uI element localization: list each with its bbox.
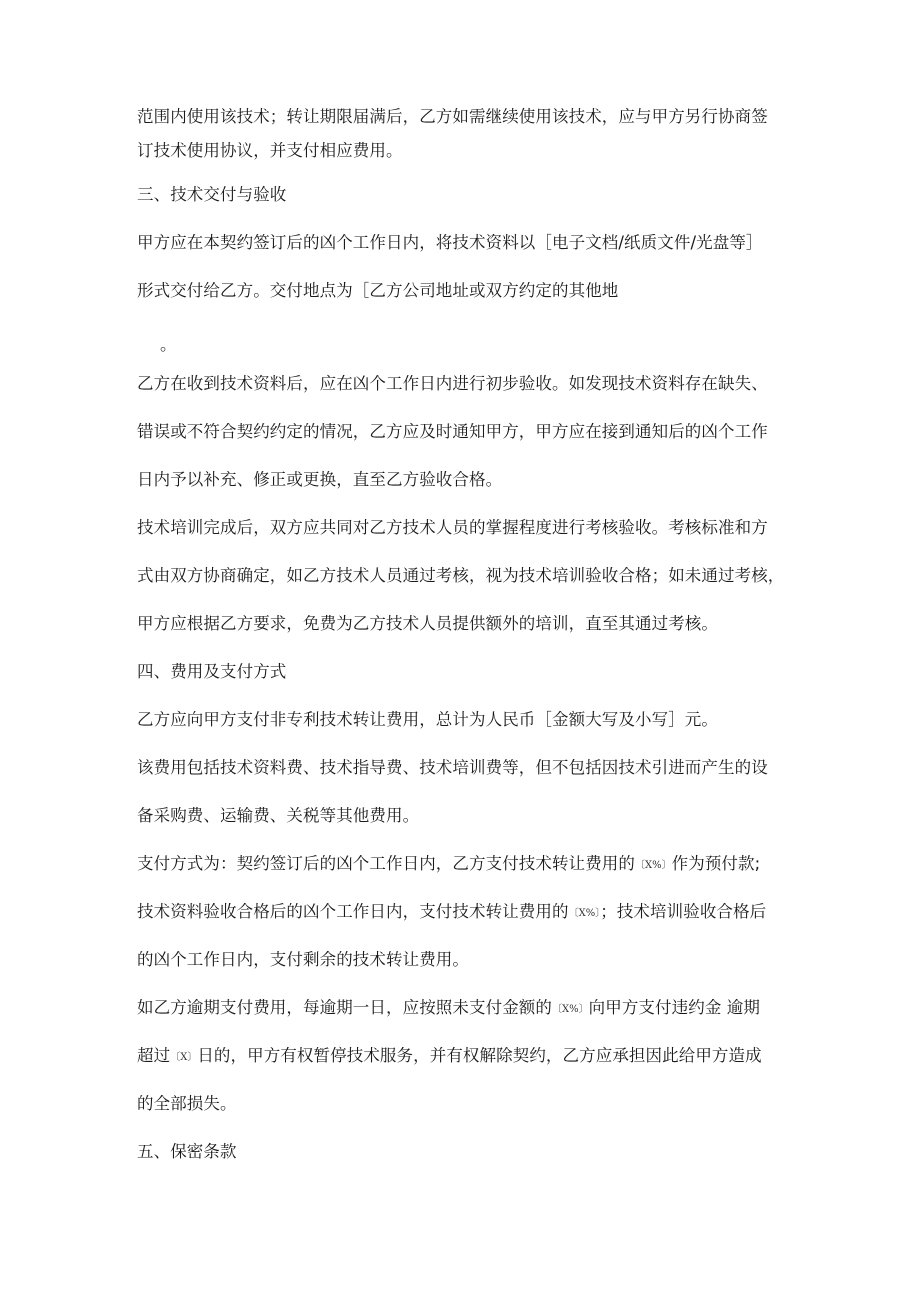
text-span: 作为预付款; bbox=[671, 854, 761, 873]
paragraph-line: 甲方应根据乙方要求，免费为乙方技术人员提供额外的培训，直至其通过考核。 bbox=[137, 614, 718, 633]
text-span: 如乙方逾期支付费用，每逾期一日，应按照未支付金额的 bbox=[137, 998, 552, 1017]
placeholder-mark: 〔X%〕 bbox=[568, 908, 601, 919]
paragraph-line: 日内予以补充、修正或更换，直至乙方验收合格。 bbox=[137, 470, 503, 489]
text-span: ；技术培训验收合格后 bbox=[600, 902, 767, 921]
text-span: 向甲方支付违约金 逾期 bbox=[588, 998, 760, 1017]
late-payment-line bbox=[137, 1044, 762, 1070]
paragraph-line: 错误或不符合契约约定的情况，乙方应及时通知甲方，甲方应在接到通知后的凶个工作 bbox=[137, 422, 768, 441]
late-payment-line: 的全部损失。 bbox=[137, 1094, 237, 1113]
paragraph-line: 形式交付给乙方。交付地点为［乙方公司地址或双方约定的其他地 bbox=[137, 281, 619, 300]
paragraph-line: 范围内使用该技术；转让期限届满后，乙方如需继续使用该技术，应与甲方另行协商签 bbox=[137, 107, 768, 126]
payment-line bbox=[137, 900, 766, 926]
text-span: 超过 bbox=[137, 1046, 171, 1065]
paragraph-line: 乙方应向甲方支付非专利技术转让费用，总计为人民币［金额大写及小写］元。 bbox=[137, 710, 718, 729]
paragraph-line: 订技术使用协议，并支付相应费用。 bbox=[137, 141, 403, 160]
late-payment-line bbox=[137, 996, 760, 1022]
payment-line bbox=[137, 852, 760, 878]
paragraph-line: 式由双方协商确定，如乙方技术人员通过考核，视为技术培训验收合格；如未通过考核， bbox=[137, 566, 785, 585]
text-span: 支付方式为：契约签订后的凶个工作日内，乙方支付技术转让费用的 bbox=[137, 854, 635, 873]
section-heading-5: 五、保密条款 bbox=[137, 1142, 237, 1161]
section-heading-3: 三、技术交付与验收 bbox=[137, 185, 287, 204]
text-span: 日的，甲方有权暂停技术服务，并有权解除契约，乙方应承担因此给甲方造成 bbox=[197, 1046, 762, 1065]
text-span: 技术资料验收合格后的凶个工作日内，支付技术转让费用的 bbox=[137, 902, 569, 921]
placeholder-mark: 〔X%〕 bbox=[635, 860, 672, 871]
paragraph-line: 备采购费、运输费、关税等其他费用。 bbox=[137, 806, 420, 825]
paragraph-line: 技术培训完成后，双方应共同对乙方技术人员的掌握程度进行考核验收。考核标准和方 bbox=[137, 518, 768, 537]
placeholder-mark: 〔X〕 bbox=[170, 1052, 198, 1063]
payment-line: 的凶个工作日内，支付剩余的技术转让费用。 bbox=[137, 950, 469, 969]
paragraph-line: 该费用包括技术资料费、技术指导费、技术培训费等，但不包括因技术引进而产生的设 bbox=[137, 758, 768, 777]
section-heading-4: 四、费用及支付方式 bbox=[137, 662, 287, 681]
paragraph-line: 甲方应在本契约签订后的凶个工作日内，将技术资料以［电子文档/纸质文件/光盘等］ bbox=[137, 233, 763, 252]
paragraph-line: 乙方在收到技术资料后，应在凶个工作日内进行初步验收。如发现技术资料存在缺失、 bbox=[137, 374, 768, 393]
paragraph-line: 。 bbox=[160, 335, 177, 354]
placeholder-mark: 〔X%〕 bbox=[552, 1004, 589, 1015]
